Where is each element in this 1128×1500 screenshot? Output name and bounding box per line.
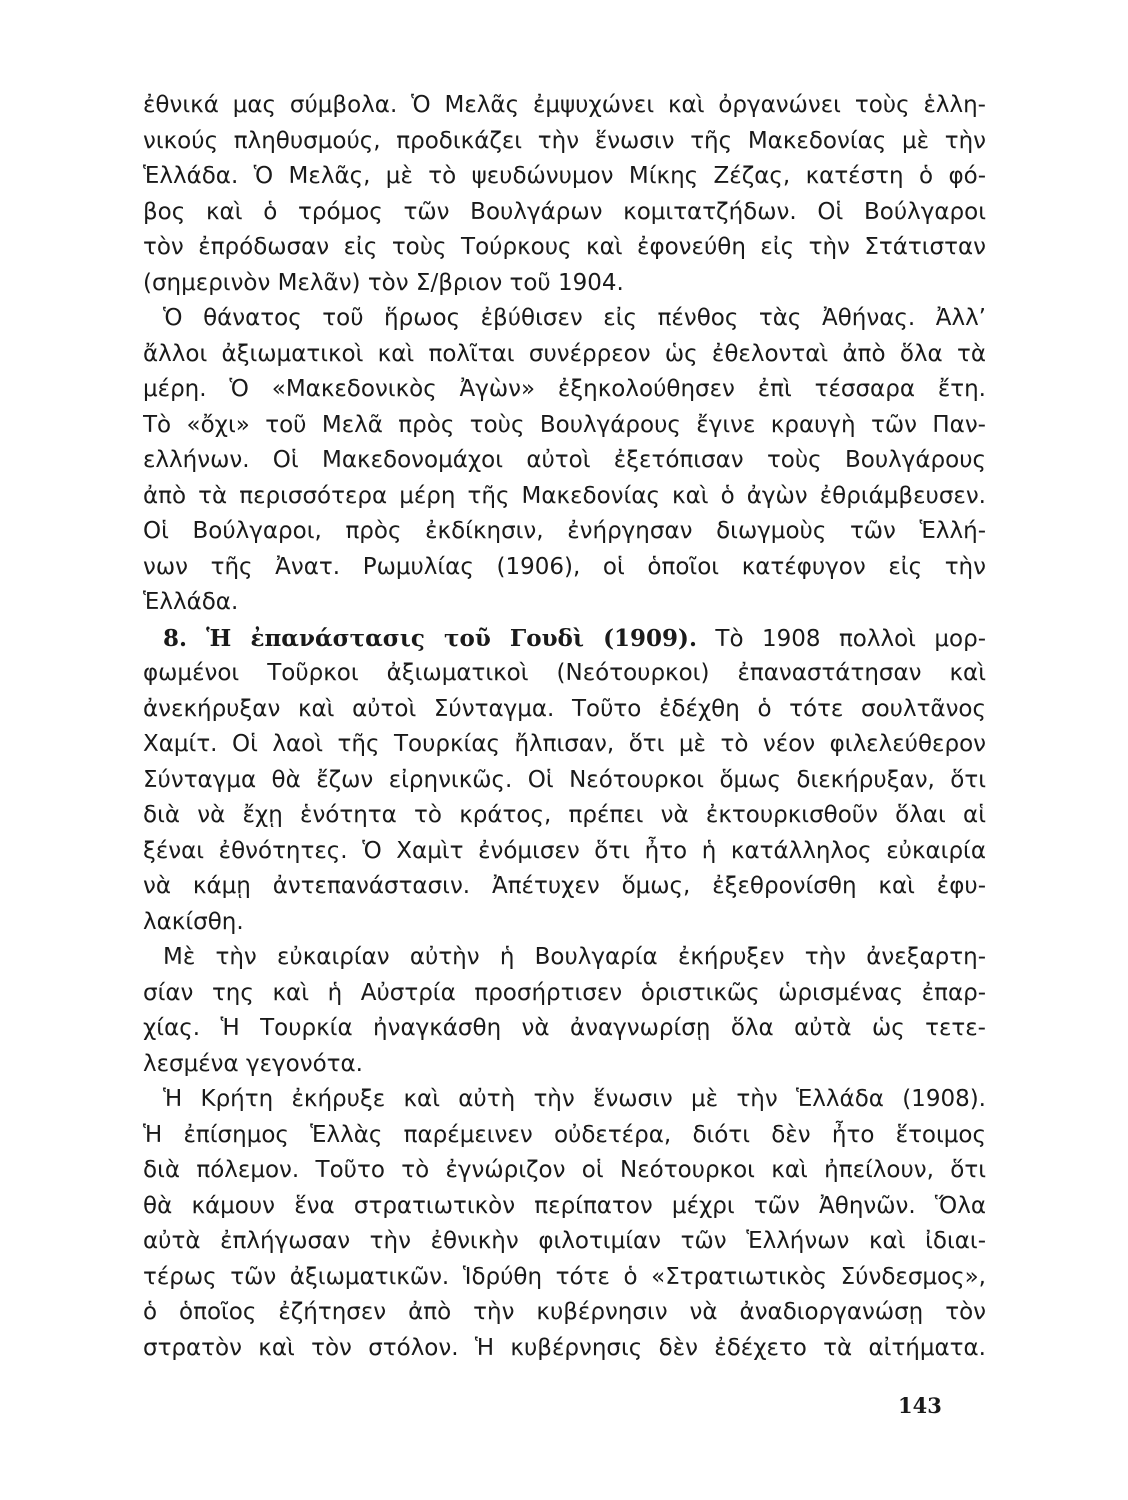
text-line: τέρως τῶν ἀξιωματικῶν. Ἱδρύθη τότε ὁ «Στρατιωτικὸς Σύνδεσμος», xyxy=(143,1263,986,1290)
text-line: νικούς πληθυσμούς, προδικάζει τὴν ἕνωσιν τῆς Μακεδονίας μὲ τὴν xyxy=(143,127,986,154)
text-line: ξέναι ἐθνότητες. Ὁ Χαμὶτ ἐνόμισεν ὅτι ἦτο ἡ κατάλληλος εὐκαιρία xyxy=(143,837,986,864)
text-line: αὐτὰ ἐπλήγωσαν τὴν ἐθνικὴν φιλοτιμίαν τῶν Ἑλλήνων καὶ ἰδιαι- xyxy=(143,1228,986,1254)
text-line: Ἑλλάδα. xyxy=(143,589,239,615)
text-line: Μὲ τὴν εὐκαιρίαν αὐτὴν ἡ Βουλγαρία ἐκήρυξεν τὴν ἀνεξαρτη- xyxy=(163,944,986,970)
text-line: μέρη. Ὁ «Μακεδονικὸς Ἀγὼν» ἐξηκολούθησεν ἐπὶ τέσσαρα ἔτη. xyxy=(143,376,986,402)
text-line: φωμένοι Τοῦρκοι ἀξιωματικοὶ (Νεότουρκοι) ἐπαναστάτησαν καὶ xyxy=(143,660,986,686)
text-line: τὸν ἐπρόδωσαν εἰς τοὺς Τούρκους καὶ ἐφονεύθη εἰς τὴν Στάτισταν xyxy=(143,234,986,260)
text-line: λεσμένα γεγονότα. xyxy=(143,1050,363,1077)
text-line: στρατὸν καὶ τὸν στόλον. Ἡ κυβέρνησις δὲν ἐδέχετο τὰ αἰτήματα. xyxy=(143,1334,986,1361)
text-line: Ὁ θάνατος τοῦ ἥρωος ἐβύθισεν εἰς πένθος τὰς Ἀθήνας. Ἀλλ’ xyxy=(163,305,986,331)
text-line: (σημερινὸν Μελᾶν) τὸν Σ/βριον τοῦ 1904. xyxy=(143,269,624,296)
text-line: Τὸ «ὄχι» τοῦ Μελᾶ πρὸς τοὺς Βουλγάρους ἔγινε κραυγὴ τῶν Παν- xyxy=(143,411,986,438)
text-line: σίαν της καὶ ἡ Αὐστρία προσήρτισεν ὁριστικῶς ὡρισμένας ἐπαρ- xyxy=(143,979,986,1006)
text-line: θὰ κάμουν ἕνα στρατιωτικὸν περίπατον μέχρι τῶν Ἀθηνῶν. Ὅλα xyxy=(143,1192,986,1219)
section-heading: 8. Ἡ ἐπανάστασις τοῦ Γουδὶ (1909). xyxy=(163,624,697,652)
text-line: ἐθνικά μας σύμβολα. Ὁ Μελᾶς ἐμψυχώνει καὶ ὀργανώνει τοὺς ἑλλη- xyxy=(143,92,986,118)
text-line: ὁ ὁποῖος ἐζήτησεν ἀπὸ τὴν κυβέρνησιν νὰ ἀναδιοργανώσῃ τὸν xyxy=(143,1299,986,1325)
section-heading-line xyxy=(143,621,986,657)
text-line: Ἑλλάδα. Ὁ Μελᾶς, μὲ τὸ ψευδώνυμον Μίκης Ζέζας, κατέστη ὁ φό- xyxy=(143,163,986,189)
text-line: Ἡ Κρήτη ἐκήρυξε καὶ αὐτὴ τὴν ἕνωσιν μὲ τὴν Ἑλλάδα (1908). xyxy=(163,1086,986,1112)
text-line: Ἡ ἐπίσημος Ἑλλὰς παρέμεινεν οὐδετέρα, διότι δὲν ἦτο ἕτοιμος xyxy=(143,1121,986,1148)
text-line: βος καὶ ὁ τρόμος τῶν Βουλγάρων κομιτατζήδων. Οἱ Βούλγαροι xyxy=(143,198,986,225)
text-line: χίας. Ἡ Τουρκία ἠναγκάσθη νὰ ἀναγνωρίσῃ ὅλα αὐτὰ ὡς τετε- xyxy=(143,1015,986,1041)
body-text xyxy=(143,88,986,1366)
text-line: νων τῆς Ἀνατ. Ρωμυλίας (1906), οἱ ὁποῖοι κατέφυγον εἰς τὴν xyxy=(143,553,986,580)
text-line: Σύνταγμα θὰ ἔζων εἰρηνικῶς. Οἱ Νεότουρκοι ὅμως διεκήρυξαν, ὅτι xyxy=(143,766,986,793)
text-line: νὰ κάμῃ ἀντεπανάστασιν. Ἀπέτυχεν ὅμως, ἐξεθρονίσθη καὶ ἐφυ- xyxy=(143,873,986,899)
page-number: 143 xyxy=(898,1393,942,1418)
text-line: Χαμίτ. Οἱ λαοὶ τῆς Τουρκίας ἤλπισαν, ὅτι μὲ τὸ νέον φιλελεύθερον xyxy=(143,731,986,757)
text-line-content: Τὸ 1908 πολλοὶ μορ- xyxy=(715,625,986,652)
text-line: ἀνεκήρυξαν καὶ αὐτοὶ Σύνταγμα. Τοῦτο ἐδέχθη ὁ τότε σουλτᾶνος xyxy=(143,695,986,722)
text-line: ἀπὸ τὰ περισσότερα μέρη τῆς Μακεδονίας καὶ ὁ ἀγὼν ἐθριάμβευσεν. xyxy=(143,482,986,509)
text-line: ἄλλοι ἀξιωματικοὶ καὶ πολῖται συνέρρεον ὡς ἐθελονταὶ ἀπὸ ὅλα τὰ xyxy=(143,340,986,367)
text-line: λακίσθη. xyxy=(143,908,244,935)
text-line: Οἱ Βούλγαροι, πρὸς ἐκδίκησιν, ἐνήργησαν διωγμοὺς τῶν Ἑλλή- xyxy=(143,518,986,544)
text-line: ελλήνων. Οἱ Μακεδονομάχοι αὐτοὶ ἐξετόπισαν τοὺς Βουλγάρους xyxy=(143,447,986,473)
text-line: διὰ νὰ ἔχῃ ἑνότητα τὸ κράτος, πρέπει νὰ ἐκτουρκισθοῦν ὅλαι αἱ xyxy=(143,802,986,828)
text-line: διὰ πόλεμον. Τοῦτο τὸ ἐγνώριζον οἱ Νεότουρκοι καὶ ἠπείλουν, ὅτι xyxy=(143,1157,986,1183)
